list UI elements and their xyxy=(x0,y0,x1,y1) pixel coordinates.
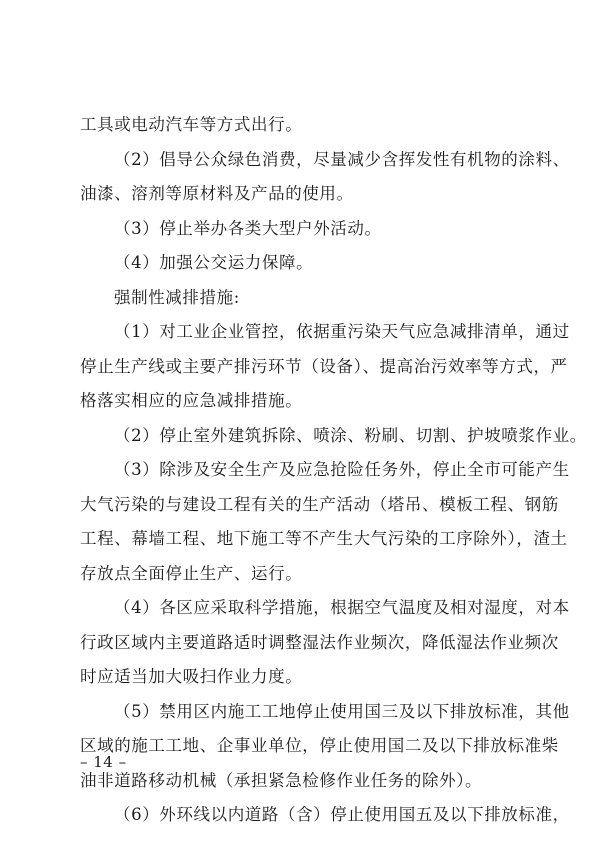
text-line: （5）禁用区内施工工地停止使用国三及以下排放标准，其他 xyxy=(114,701,570,721)
text-line: （3）除涉及安全生产及应急抢险任务外，停止全市可能产生 xyxy=(114,460,570,479)
text-line: 格落实相应的应急减排措施。 xyxy=(80,391,303,410)
text-line: （2）停止室外建筑拆除、喷涂、粉刷、切割、护坡喷浆作业。 xyxy=(114,425,587,445)
text-line: （1）对工业企业管控，依据重污染天气应急减排清单，通过 xyxy=(114,322,570,341)
text-line: （2）倡导公众绿色消费，尽量减少含挥发性有机物的涂料、 xyxy=(114,149,570,169)
text-line: 停止生产线或主要产排污环节（设备）、提高治污效率等方式，严 xyxy=(80,356,568,376)
text-line: 工具或电动汽车等方式出行。 xyxy=(80,115,303,134)
text-line: 强制性减排措施: xyxy=(114,287,240,307)
text-line: 工程、幕墙工程、地下施工等不产生大气污染的工序除外），渣土 xyxy=(80,529,568,548)
text-line: （3）停止举办各类大型户外活动。 xyxy=(114,218,382,238)
text-line: 油漆、溶剂等原材料及产品的使用。 xyxy=(80,184,354,203)
text-line: 区域的施工工地、企事业单位，停止使用国二及以下排放标准柴 xyxy=(80,736,559,755)
text-line: 时应适当加大吸扫作业力度。 xyxy=(80,667,303,686)
text-line: （4）加强公交运力保障。 xyxy=(114,253,314,272)
text-line: （6）外环线以内道路（含）停止使用国五及以下排放标准， xyxy=(114,805,570,824)
text-line: 存放点全面停止生产、运行。 xyxy=(80,563,303,583)
text-line: （4）各区应采取科学措施，根据空气温度及相对湿度，对本 xyxy=(114,598,570,617)
text-line: 行政区域内主要道路适时调整湿法作业频次，降低湿法作业频次 xyxy=(80,632,559,652)
body-text xyxy=(80,108,587,833)
text-line: 大气污染的与建设工程有关的生产活动（塔吊、模板工程、钢筋 xyxy=(80,494,559,514)
page-number: – 14 – xyxy=(80,753,127,771)
text-line: 油非道路移动机械（承担紧急检修作业任务的除外）。 xyxy=(80,770,483,790)
